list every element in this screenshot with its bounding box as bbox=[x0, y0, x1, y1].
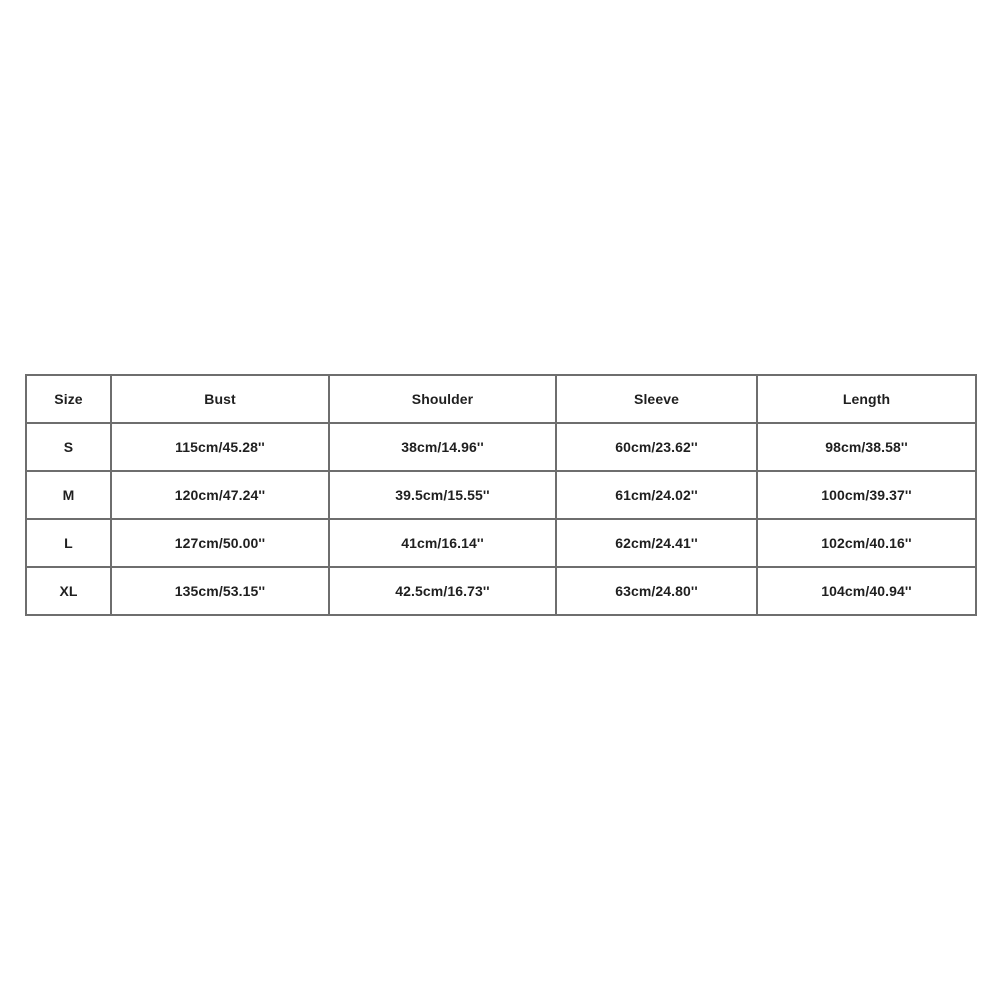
header-length: Length bbox=[757, 375, 976, 423]
cell-sleeve: 61cm/24.02'' bbox=[556, 471, 757, 519]
table-row bbox=[26, 471, 976, 519]
header-size: Size bbox=[26, 375, 111, 423]
header-bust: Bust bbox=[111, 375, 329, 423]
table-header-row bbox=[26, 375, 976, 423]
cell-size: XL bbox=[26, 567, 111, 615]
cell-length: 102cm/40.16'' bbox=[757, 519, 976, 567]
cell-length: 100cm/39.37'' bbox=[757, 471, 976, 519]
table-row bbox=[26, 567, 976, 615]
cell-shoulder: 41cm/16.14'' bbox=[329, 519, 556, 567]
table-row bbox=[26, 519, 976, 567]
cell-size: L bbox=[26, 519, 111, 567]
cell-bust: 135cm/53.15'' bbox=[111, 567, 329, 615]
cell-shoulder: 39.5cm/15.55'' bbox=[329, 471, 556, 519]
size-chart-table bbox=[25, 374, 977, 616]
cell-bust: 115cm/45.28'' bbox=[111, 423, 329, 471]
header-shoulder: Shoulder bbox=[329, 375, 556, 423]
cell-sleeve: 62cm/24.41'' bbox=[556, 519, 757, 567]
cell-length: 98cm/38.58'' bbox=[757, 423, 976, 471]
header-sleeve: Sleeve bbox=[556, 375, 757, 423]
cell-sleeve: 60cm/23.62'' bbox=[556, 423, 757, 471]
cell-size: S bbox=[26, 423, 111, 471]
cell-shoulder: 42.5cm/16.73'' bbox=[329, 567, 556, 615]
cell-bust: 127cm/50.00'' bbox=[111, 519, 329, 567]
cell-bust: 120cm/47.24'' bbox=[111, 471, 329, 519]
cell-size: M bbox=[26, 471, 111, 519]
cell-sleeve: 63cm/24.80'' bbox=[556, 567, 757, 615]
table-row bbox=[26, 423, 976, 471]
cell-shoulder: 38cm/14.96'' bbox=[329, 423, 556, 471]
cell-length: 104cm/40.94'' bbox=[757, 567, 976, 615]
